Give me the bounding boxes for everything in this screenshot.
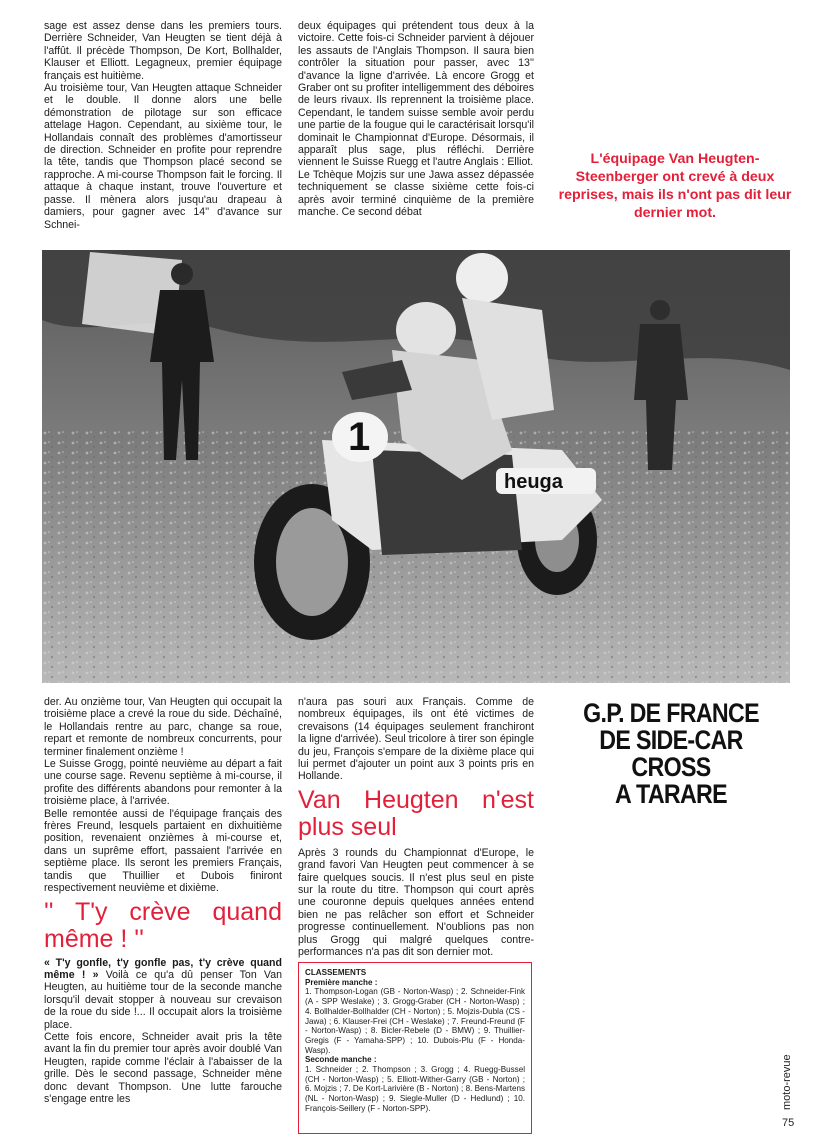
magazine-name: moto-revue bbox=[781, 1054, 793, 1110]
article-column-1-bottom bbox=[44, 696, 282, 1105]
first-heat-label: Première manche : bbox=[305, 977, 378, 987]
paragraph: Le Tchèque Mojzis sur une Jawa assez dépassée techniquement se classe sixième cette fois-ci après avoir terminé cinquième de la première manche. Ce second débat bbox=[298, 168, 534, 219]
section-heading: '' T'y crève quand même ! '' bbox=[44, 897, 282, 953]
paragraph: Après 3 rounds du Championnat d'Europe, le grand favori Van Heugten peut commencer à se faire quelques soucis. Il n'est plus seul en piste sur la route du titre. Thompson qui court après une couronne depuis quelques années entend bien ne pas relâcher son effort et Schneider progresse continuellement. N'oublions pas non plus Grogg qui malgré quelques contre-performances n'a pas dit son dernier mot. bbox=[298, 846, 534, 959]
paragraph: der. Au onzième tour, Van Heugten qui occupait la troisième place a crevé la roue du side. Déchaîné, le Hollandais rentre au parc, change sa roue, repart et remonte de nombreux concurrents, pour terminer finalement onzième ! bbox=[44, 696, 282, 758]
photo-caption: L'équipage Van Heugten-Steenberger ont crevé à deux reprises, mais ils n'ont pas dit leur dernier mot. bbox=[558, 151, 792, 221]
article-title bbox=[558, 700, 783, 808]
title-line: G.P. DE FRANCE bbox=[583, 698, 759, 728]
sidecar-photo bbox=[42, 250, 790, 683]
paragraph: sage est assez dense dans les premiers tours. Derrière Schneider, Van Heugten se tient déjà à l'affût. Il précède Thompson, De Kort, Bollhalder, Klauser et Elliott. Legagneux, premier équipage français est huitième. bbox=[44, 20, 282, 82]
results-box bbox=[298, 962, 532, 1134]
article-column-1-top bbox=[44, 20, 282, 231]
title-line: A TARARE bbox=[615, 779, 727, 809]
paragraph: Le Suisse Grogg, pointé neuvième au départ a fait une course sage. Revenu septième à mi-course, il profite des différents abandons pour remonter à la troisième place, à l'arrivée. bbox=[44, 758, 282, 808]
second-heat-label: Seconde manche : bbox=[305, 1055, 377, 1065]
race-number: 1 bbox=[348, 415, 371, 459]
paragraph: Belle remontée aussi de l'équipage français des frères Freund, lesquels partaient en dixhuitième position, revenaient onzièmes à mi-course et, dans un suprême effort, passaient l'arrivée en septième place. Ils seront les premiers Français, tandis que Thuillier et Dubois finiront respectivement neuvième et dixième. bbox=[44, 807, 282, 895]
quote-lead: « T'y gonfle, t'y gonfle pas, t'y crève quand même ! » bbox=[44, 956, 282, 981]
second-heat-results: 1. Schneider ; 2. Thompson ; 3. Grogg ; 4. Ruegg-Bussel (CH - Norton-Wasp) ; 5. Elliott-Wither-Garry (GB - Norton) ; 6. Mojzis ; 7. De Kort-Larivière (B - Norton) ; 8. Bens-Martens (NL - Norton-Wasp) ; 9. Siegle-Muller (D - Hedlund) ; 10. François-Seillery (F - Norton-SPP). bbox=[305, 1065, 525, 1113]
paragraph: Au troisième tour, Van Heugten attaque Schneider et le double. Il donne alors une belle démonstration de pilotage sur son efficace attelage Hagon. Cependant, au sixième tour, le Hollandais connaît des problèmes d'amortisseur de direction. Schneider en profite pour reprendre la tête, tandis que Thompson placé second se rapproche. A mi-course Thompson fait le forcing. Il attaque à chaque instant, trouve l'ouverture et passe. Il mènera alors jusqu'au drapeau à damiers, pour gagner avec 14'' d'avance sur Schnei- bbox=[44, 82, 282, 231]
paragraph: n'aura pas souri aux Français. Comme de nombreux équipages, ils ont été victimes de crevaisons (14 équipages seulement franchiront la ligne d'arrivée). Seul tricolore à tirer son épingle du jeu, François s'empare de la dixième place qui lui permet d'ajouter un point aux 3 points pris en Hollande. bbox=[298, 696, 534, 783]
paragraph bbox=[44, 957, 282, 1031]
article-column-2-top bbox=[298, 20, 534, 219]
section-heading: Van Heugten n'est plus seul bbox=[298, 785, 534, 841]
page-number: 75 bbox=[782, 1117, 795, 1129]
results-title: CLASSEMENTS bbox=[305, 968, 367, 977]
title-line: DE SIDE-CAR CROSS bbox=[599, 725, 743, 782]
first-heat-results: 1. Thompson-Logan (GB - Norton-Wasp) ; 2. Schneider-Fink (A - SPP Weslake) ; 3. Grogg-Graber (CH - Norton-Wasp) ; 4. Bollhalder-Bollhalder (CH - Norton) ; 5. Mojzis-Dubla (CS - Jawa) ; 6. Klauser-Frei (CH - Weslake) ; 7. Freund-Freund (F - Norton-Wasp) ; 8. Bicler-Rebele (D - BMW) ; 9. Thuillier-Gregis (F - Yamaha-SPP) ; 10. Dubois-Plu (F - Honda-Wasp). bbox=[305, 987, 525, 1055]
paragraph: Cette fois encore, Schneider avait pris la tête avant la fin du premier tour après avoir doublé Van Heugten, rapide comme l'éclair à l'abaisser de la grille. Dès le second passage, Schneider mène donc devant Thompson. Une lutte farouche s'engage entre les bbox=[44, 1030, 282, 1105]
quote-continuation: Voilà ce qu'a dû penser Ton Van Heugten, au huitième tour de la seconde manche lorsqu'il devait stopper à nouveau sur crevaison de la roue du side !... Il occupait alors la troisième place. bbox=[44, 968, 282, 1031]
article-column-2-bottom bbox=[298, 696, 534, 959]
paragraph: deux équipages qui prétendent tous deux à la victoire. Cette fois-ci Schneider parvient à déjouer les assauts de l'Anglais Thompson. Il saura bien contrôler la situation pour passer, avec 13'' d'avance la ligne d'arrivée. Là encore Grogg et Graber ont su profiter intelligemment des déboires de leurs rivaux. Ils reprennent la troisième place. Cependant, le tandem suisse semble avoir perdu une partie de la fougue qui le caractérisait lorsqu'il dominait le Championnat d'Europe. Désormais, il apparaît plus sage, plus réfléchi. Derrière viennent le Suisse Ruegg et l'autre Anglais : Elliot. bbox=[298, 20, 534, 169]
sponsor-label: heuga bbox=[504, 471, 563, 493]
